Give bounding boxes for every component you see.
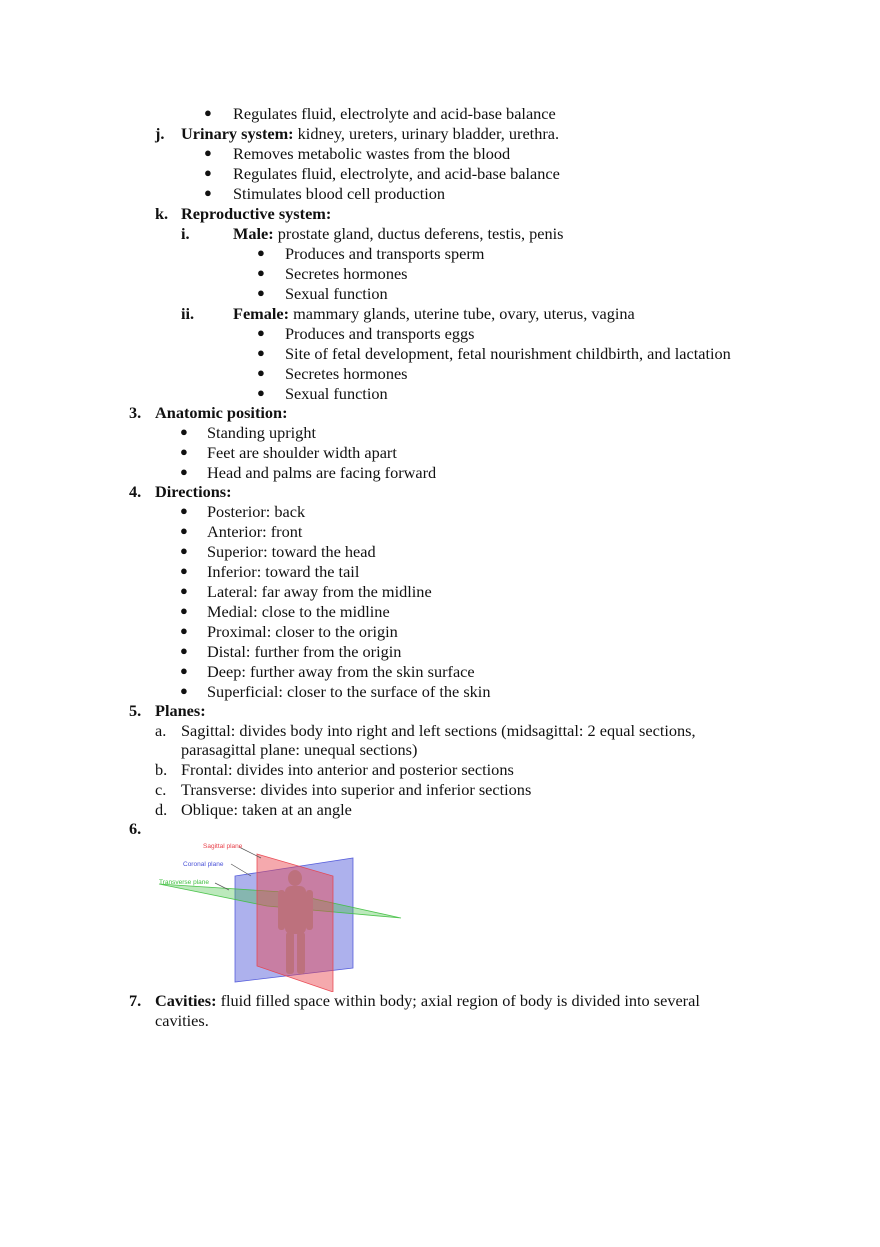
bullet-icon: ● (257, 345, 265, 360)
item-letter: k. (155, 204, 169, 223)
list-item: Secretes hormones (285, 264, 408, 283)
item-numeral: ii. (181, 304, 195, 323)
list-item: Proximal: closer to the origin (207, 622, 398, 641)
bullet-icon: ● (257, 245, 265, 260)
list-item: Produces and transports sperm (285, 244, 485, 263)
item-letter: a. (155, 721, 167, 740)
sagittal-plane-label: Sagittal plane (203, 843, 243, 850)
list-item: Removes metabolic wastes from the blood (233, 144, 511, 163)
bullet-icon: ● (204, 105, 212, 120)
list-item: Medial: close to the midline (207, 602, 390, 621)
bullet-icon: ● (257, 365, 265, 380)
item-letter: j. (155, 124, 165, 143)
list-item: Anterior: front (207, 522, 303, 541)
female-organs: mammary glands, uterine tube, ovary, uterus, vagina (289, 304, 635, 323)
list-item: Frontal: divides into anterior and posterior sections (181, 760, 514, 779)
bullet-icon: ● (180, 563, 188, 578)
reproductive-heading: Reproductive system: (181, 204, 332, 223)
coronal-plane-label: Coronal plane (183, 861, 224, 868)
female-line (233, 304, 635, 324)
list-item: Secretes hormones (285, 364, 408, 383)
cavities-continuation: cavities. (155, 1011, 209, 1030)
section-number: 3. (129, 403, 142, 422)
anatomic-position-heading: Anatomic position: (155, 403, 288, 422)
bullet-icon: ● (180, 444, 188, 459)
list-item: Produces and transports eggs (285, 324, 475, 343)
bullet-icon: ● (180, 583, 188, 598)
cavities-text: fluid filled space within body; axial region of body is divided into several (216, 991, 700, 1010)
bullet-icon: ● (257, 285, 265, 300)
bullet-icon: ● (180, 464, 188, 479)
cavities-line (155, 991, 700, 1011)
bullet-icon: ● (257, 325, 265, 340)
male-label: Male: (233, 224, 274, 243)
coronal-leader-line (231, 864, 251, 876)
list-item: Feet are shoulder width apart (207, 443, 397, 462)
body-planes-figure (155, 840, 405, 992)
cavities-heading: Cavities: (155, 991, 217, 1010)
section-number: 5. (129, 701, 142, 720)
section-number: 6. (129, 819, 142, 838)
bullet-icon: ● (180, 543, 188, 558)
item-letter: b. (155, 760, 168, 779)
list-item-continuation: parasagittal plane: unequal sections) (181, 740, 418, 759)
list-item: Lateral: far away from the midline (207, 582, 432, 601)
list-item: Sagittal: divides body into right and left sections (midsagittal: 2 equal sections, (181, 721, 696, 740)
list-item: Regulates fluid, electrolyte and acid-base balance (233, 104, 556, 123)
list-item: Posterior: back (207, 502, 306, 521)
directions-heading: Directions: (155, 482, 232, 501)
male-organs: prostate gland, ductus deferens, testis, penis (273, 224, 564, 243)
planes-heading: Planes: (155, 701, 206, 720)
bullet-icon: ● (180, 523, 188, 538)
list-item: Sexual function (285, 384, 388, 403)
list-item: Oblique: taken at an angle (181, 800, 352, 819)
bullet-icon: ● (257, 265, 265, 280)
urinary-organs: kidney, ureters, urinary bladder, urethra. (293, 124, 560, 143)
list-item: Head and palms are facing forward (207, 463, 437, 482)
list-item: Site of fetal development, fetal nourishment childbirth, and lactation (285, 344, 731, 363)
bullet-icon: ● (180, 623, 188, 638)
bullet-icon: ● (180, 663, 188, 678)
list-item: Sexual function (285, 284, 388, 303)
urinary-system-line (181, 124, 559, 144)
body-planes-diagram (155, 840, 405, 992)
bullet-icon: ● (180, 424, 188, 439)
item-letter: d. (155, 800, 168, 819)
list-item: Standing upright (207, 423, 316, 442)
section-number: 4. (129, 482, 142, 501)
list-item: Inferior: toward the tail (207, 562, 360, 581)
bullet-icon: ● (204, 165, 212, 180)
list-item: Transverse: divides into superior and inferior sections (181, 780, 532, 799)
item-numeral: i. (181, 224, 190, 243)
item-letter: c. (155, 780, 167, 799)
female-label: Female: (233, 304, 290, 323)
bullet-icon: ● (180, 603, 188, 618)
list-item: Superior: toward the head (207, 542, 376, 561)
list-item: Stimulates blood cell production (233, 184, 446, 203)
section-number: 7. (129, 991, 142, 1010)
bullet-icon: ● (204, 145, 212, 160)
bullet-icon: ● (204, 185, 212, 200)
bullet-icon: ● (180, 683, 188, 698)
bullet-icon: ● (180, 643, 188, 658)
list-item: Superficial: closer to the surface of the skin (207, 682, 491, 701)
bullet-icon: ● (180, 503, 188, 518)
male-line (233, 224, 564, 244)
list-item: Distal: further from the origin (207, 642, 402, 661)
bullet-icon: ● (257, 385, 265, 400)
list-item: Regulates fluid, electrolyte, and acid-base balance (233, 164, 560, 183)
list-item: Deep: further away from the skin surface (207, 662, 475, 681)
urinary-heading: Urinary system: (181, 124, 294, 143)
transverse-plane-label: Transverse plane (159, 879, 209, 886)
